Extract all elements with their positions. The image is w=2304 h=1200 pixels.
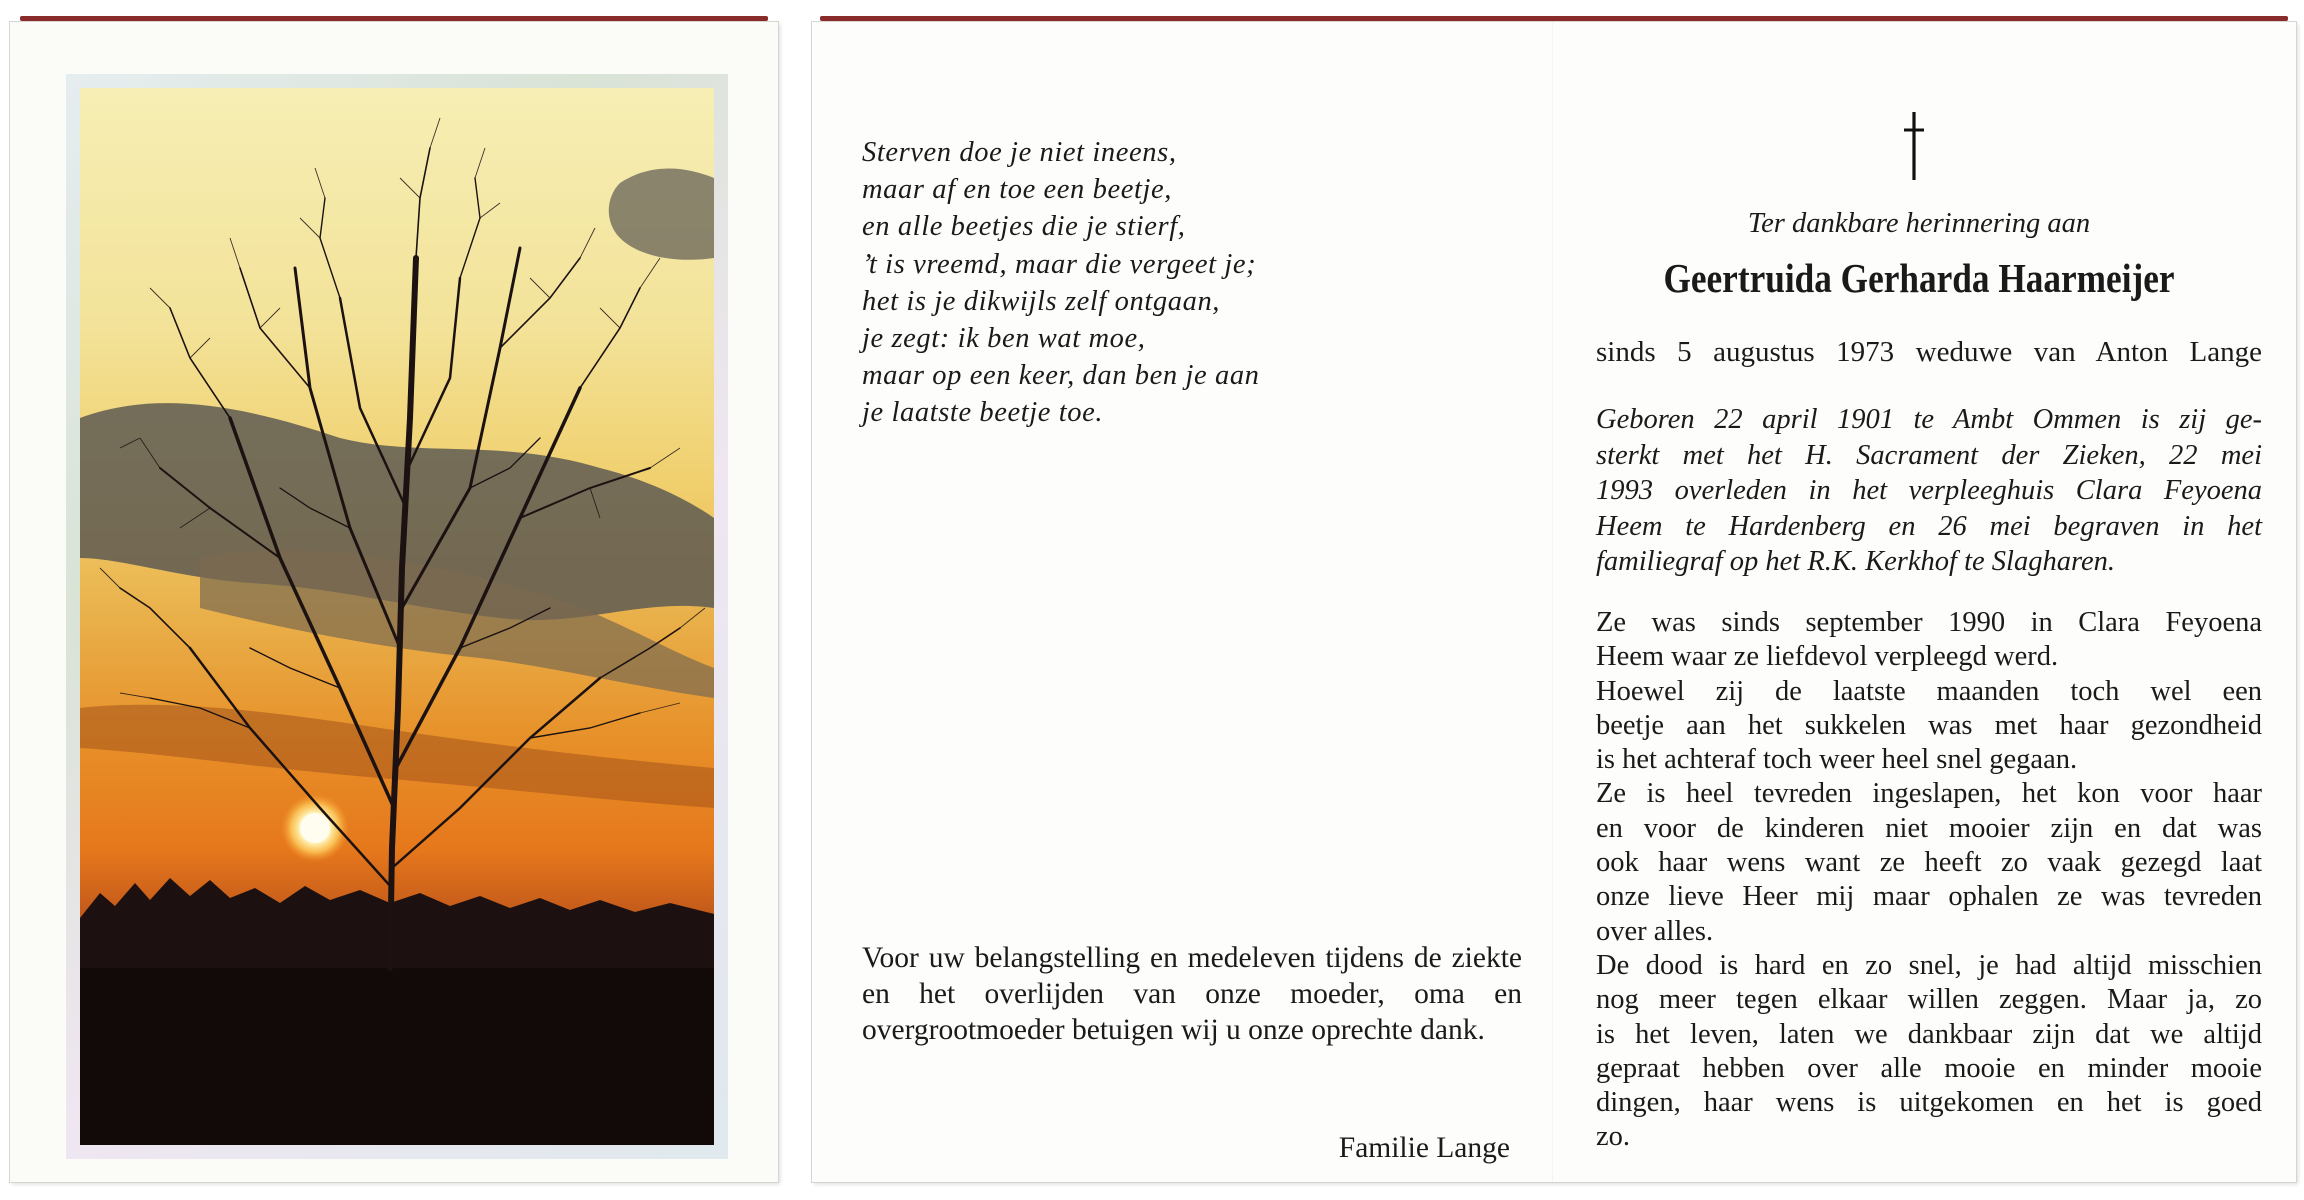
life-details-line: familiegraf op het R.K. Kerkhof te Slagharen.: [1596, 546, 2116, 577]
story-line: Heem waar ze liefdevol verpleegd werd.: [1596, 641, 2059, 673]
family-signature: Familie Lange: [1338, 1132, 1510, 1164]
story-line: Hoewel zij de laatste maanden toch wel een: [1596, 675, 2262, 707]
story-line: is het achteraf toch weer heel snel gegaan.: [1596, 744, 2078, 776]
poem-line: en alle beetjes die je stierf,: [862, 211, 1186, 243]
memorial-card: [812, 22, 2296, 1182]
story-line: Ze is heel tevreden ingeslapen, het kon voor haar: [1596, 778, 2262, 810]
thanks-text: Voor uw belangstelling en medeleven tijdens de ziekte en het overlijden van onze moeder, oma en overgrootmoeder betuigen wij u onze oprechte dank.: [862, 942, 1522, 1046]
story-line: en voor de kinderen niet mooier zijn en dat was: [1596, 812, 2262, 844]
photo-card: [10, 22, 778, 1182]
card-edge: [20, 16, 768, 21]
life-details-line: Heem te Hardenberg en 26 mei begraven in het: [1596, 510, 2262, 542]
card-edge: [820, 16, 2288, 21]
life-details-line: Geboren 22 april 1901 te Ambt Ommen is zij ge-: [1596, 404, 2262, 435]
memorial-intro: Ter dankbare herinnering aan: [1747, 208, 2091, 239]
deceased-name: Geertruida Gerharda Haarmeijer: [1663, 255, 2175, 301]
poem-line: het is je dikwijls zelf ontgaan,: [862, 285, 1221, 317]
sunset-tree-image: [80, 88, 714, 1145]
story-line: over alles.: [1596, 915, 1714, 947]
poem-line: je zegt: ik ben wat moe,: [862, 323, 1146, 355]
story-line: gepraat hebben over alle mooie en minder mooie: [1596, 1052, 2262, 1084]
life-details: [1596, 402, 2262, 580]
story-line: beetje aan het sukkelen was met haar gezondheid: [1596, 709, 2262, 741]
story-line: nog meer tegen elkaar willen zeggen. Maar ja, zo: [1596, 984, 2262, 1016]
story-line: De dood is hard en zo snel, je had altijd misschien: [1596, 949, 2262, 981]
life-details-line: 1993 overleden in het verpleeghuis Clara Feyoena: [1596, 475, 2262, 506]
card-fold: [1552, 22, 1553, 1182]
photo-frame: [66, 74, 728, 1159]
story-line: ook haar wens want ze heeft zo vaak gezegd laat: [1596, 847, 2262, 879]
cross-icon: [1894, 106, 1934, 186]
sunset-photo: [80, 88, 714, 1145]
story-line: dingen, haar wens is uitgekomen en het is goed: [1596, 1087, 2262, 1119]
memorial-story: [1596, 606, 2262, 1155]
poem-line: Sterven doe je niet ineens,: [862, 137, 1177, 168]
poem-line: maar af en toe een beetje,: [862, 174, 1172, 206]
story-line: onze lieve Heer mij maar ophalen ze was tevreden: [1596, 881, 2262, 913]
story-line: is het leven, laten we dankbaar zijn dat we altijd: [1596, 1018, 2262, 1050]
poem: [862, 134, 1422, 432]
poem-line: ’t is vreemd, maar die vergeet je;: [862, 248, 1257, 280]
poem-line: maar op een keer, dan ben je aan: [862, 360, 1260, 392]
poem-line: je laatste beetje toe.: [862, 397, 1104, 429]
widow-line: sinds 5 augustus 1973 weduwe van Anton Lange: [1596, 336, 2262, 368]
life-details-line: sterkt met het H. Sacrament der Zieken, 22 mei: [1596, 439, 2262, 471]
story-line: zo.: [1596, 1121, 1631, 1153]
story-line: Ze was sinds september 1990 in Clara Feyoena: [1596, 607, 2262, 638]
